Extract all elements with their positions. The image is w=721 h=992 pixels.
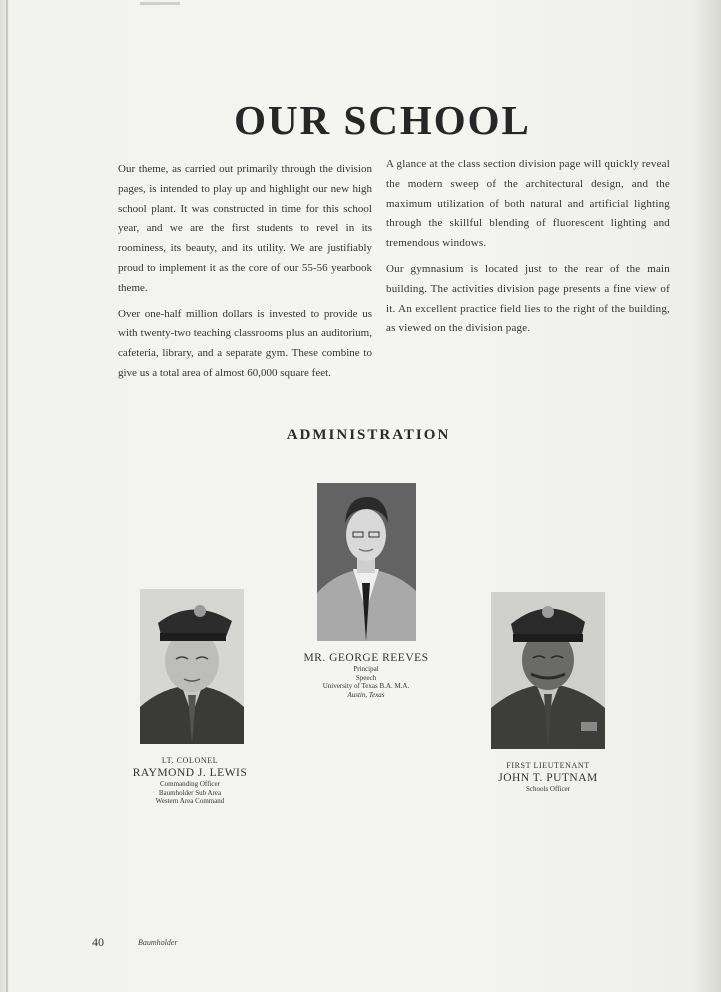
putnam-portrait <box>491 592 605 749</box>
intro-left-paragraph: Our theme, as carried out primarily through the division pages, is intended to play up and highlight our new high school plant. It was constructed in time for this school year, and we are the first students to revel in its roominess, its beauty, and its utility. We are justifiably proud to implement it as the core of our 55-56 yearbook theme. <box>118 163 372 294</box>
intro-left-paragraph: Over one-half million dollars is invested to provide us with twenty-two teaching classrooms plus an auditorium, cafeteria, library, and a separate gym. These combine to give us a total area of almost 60,000 square feet. <box>118 307 372 379</box>
putnam-name: JOHN T. PUTNAM <box>498 772 598 784</box>
reeves-caption <box>296 651 436 699</box>
reeves-subject: Speech <box>355 673 377 682</box>
page-number: 40 <box>92 935 104 949</box>
lewis-unit: Baumholder Sub Area <box>158 788 222 797</box>
lewis-caption <box>120 755 260 806</box>
page-mark <box>140 2 180 5</box>
page-edge <box>6 0 8 992</box>
intro-right-column <box>386 155 670 345</box>
lewis-name: RAYMOND J. LEWIS <box>132 767 248 779</box>
reeves-title: Principal <box>353 665 379 673</box>
reeves-portrait <box>317 483 416 641</box>
page-title: OUR SCHOOL <box>234 97 531 143</box>
reeves-degree: University of Texas B.A. M.A. <box>322 682 410 690</box>
lewis-rank: LT. COLONEL <box>161 756 219 765</box>
intro-left-column <box>118 160 372 390</box>
lewis-portrait <box>140 589 244 744</box>
reeves-location: Austin, Texas <box>347 690 385 699</box>
putnam-caption <box>476 760 620 794</box>
footer-label: Baumholder <box>138 938 178 947</box>
putnam-rank: FIRST LIEUTENANT <box>506 761 590 770</box>
intro-right-paragraph: Our gymnasium is located just to the rear of the main building. The activities division page presents a fine view of it. An excellent practice field lies to the right of the building, as viewed on the division page. <box>386 262 670 335</box>
lewis-command: Western Area Command <box>155 797 225 805</box>
administration-heading: ADMINISTRATION <box>286 427 451 443</box>
intro-right-paragraph: A glance at the class section division page will quickly reveal the modern sweep of the architectural design, and the maximum utilization of both natural and artificial lighting through the skillful blending of fluorescent lighting and tremendous windows. <box>386 158 670 250</box>
lewis-role: Commanding Officer <box>160 780 220 788</box>
reeves-name: MR. GEORGE REEVES <box>303 652 429 664</box>
putnam-role: Schools Officer <box>526 785 570 793</box>
